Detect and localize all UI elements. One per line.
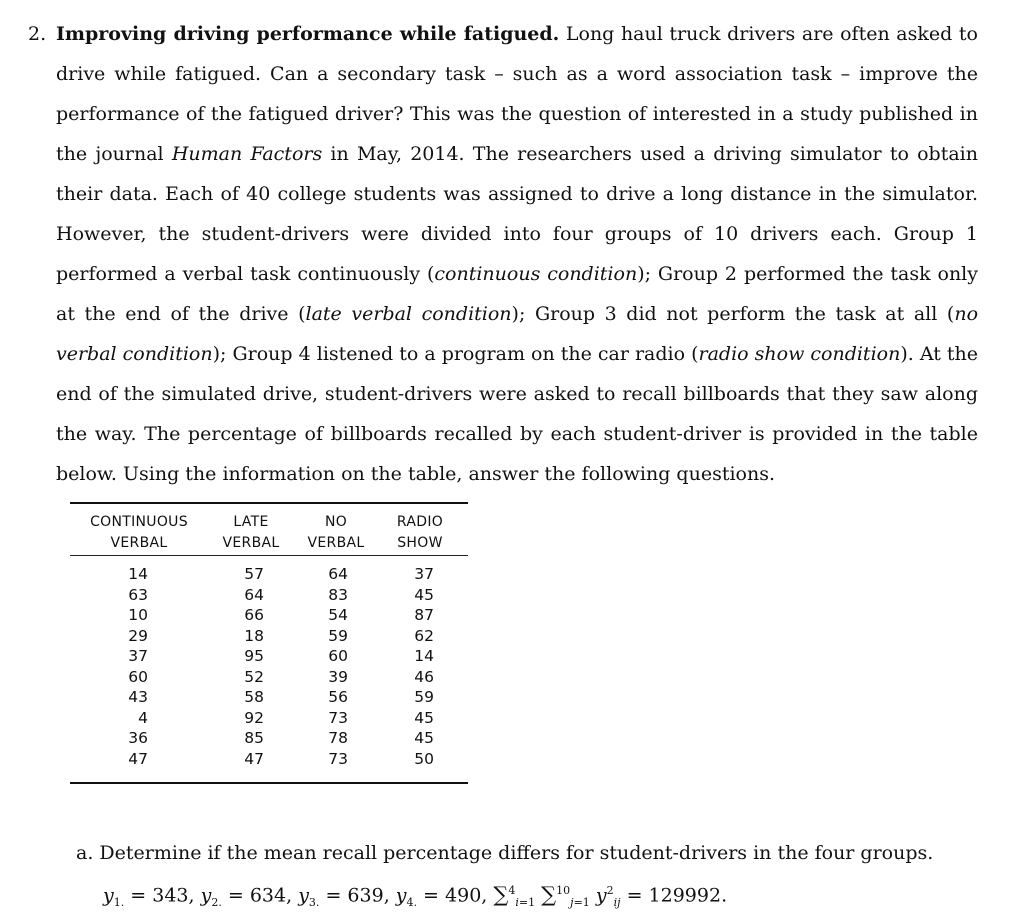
condition-late-verbal: late verbal condition <box>305 303 512 325</box>
table-cell: 18 <box>244 626 264 645</box>
table-cell: 29 <box>128 626 148 645</box>
part-a-question <box>76 838 933 868</box>
column-late-verbal <box>232 564 264 769</box>
table-cell: 57 <box>244 565 264 583</box>
table-cell: 37 <box>414 565 434 583</box>
table-header-rule <box>70 555 468 556</box>
total-subscript: 2. <box>211 896 222 910</box>
problem-text-segment: Long haul truck drivers are often asked to drive while fatigued. Can a secondary task – such as a word association task – improve the performance of the fatigued driver? This was the question of interested in a study published in the journal <box>56 23 978 165</box>
table-cell: 36 <box>128 729 148 747</box>
table-bottom-rule <box>70 782 468 784</box>
table-cell: 37 <box>128 647 148 665</box>
recall-table <box>70 502 468 784</box>
given-totals: $y_{1.} = 343$, $y_{2.} = 634$, $y_{3.} = 639$, $y_{4.} = 490$, ∑$^4_{i=1}$ ∑$^{10}_{j=1}$ $y^2_{ij} = 129992$. <box>103 882 728 910</box>
table-cell: 47 <box>128 749 148 768</box>
total-value: 639 <box>347 884 384 907</box>
table-cell: 73 <box>328 749 348 768</box>
header-line: RADIO <box>396 514 444 530</box>
table-cell: 60 <box>128 667 148 686</box>
table-cell: 14 <box>128 565 148 583</box>
table-cell: 60 <box>328 647 348 665</box>
column-continuous-verbal <box>116 564 148 769</box>
total-value: 490 <box>445 884 482 907</box>
table-cell: 10 <box>128 606 148 624</box>
table-cell: 56 <box>328 688 348 706</box>
table-cell: 59 <box>414 688 434 706</box>
header-line: VERBAL <box>307 535 365 551</box>
table-cell: 85 <box>244 729 264 747</box>
total-subscript: 4. <box>406 896 418 910</box>
header-line: CONTINUOUS <box>90 514 188 530</box>
problem-text-segment: ). At the end of the simulated drive, student-drivers were asked to recall billboards that they saw along the way. The percentage of billboards recalled by each student-driver is provided in the table below. Using the information on the table, answer the following questions. <box>56 343 978 485</box>
table-cell: 59 <box>328 626 348 645</box>
problem-number: 2. <box>28 23 47 45</box>
table-top-rule <box>70 502 468 504</box>
table-cell: 73 <box>328 708 348 727</box>
table-cell: 43 <box>128 688 148 706</box>
total-value: 343 <box>152 884 189 907</box>
table-cell: 46 <box>414 667 434 686</box>
total-subscript: 1. <box>113 896 125 910</box>
header-continuous-verbal <box>74 512 204 554</box>
problem-2 <box>28 14 978 494</box>
column-no-verbal <box>316 564 348 769</box>
header-line: LATE <box>233 514 269 530</box>
problem-text-segment: ); Group 4 listened to a program on the car radio ( <box>212 343 699 365</box>
table-cell: 62 <box>414 626 434 645</box>
problem-text-segment: ); Group 2 performed the task only at the end of the drive ( <box>56 263 978 325</box>
table-cell: 47 <box>244 749 264 768</box>
table-cell: 45 <box>414 585 434 604</box>
problem-text-segment: in May, 2014. The researchers used a driving simulator to obtain their data. Each of 40 college students was assigned to drive a long distance in the simulator. However, the student-drivers were divided into four groups of 10 drivers each. Group 1 performed a verbal task continuously ( <box>56 143 978 285</box>
header-line: NO <box>324 514 348 530</box>
table-cell: 95 <box>244 647 264 665</box>
table-cell: 39 <box>328 667 348 686</box>
table-cell: 58 <box>244 688 264 706</box>
header-late-verbal <box>212 512 290 554</box>
problem-title: Improving driving performance while fatigued. <box>56 23 560 45</box>
journal-name: Human Factors <box>171 143 323 165</box>
header-no-verbal <box>300 512 372 554</box>
table-cell: 66 <box>244 606 264 624</box>
header-radio-show <box>386 512 454 554</box>
table-cell: 52 <box>244 667 264 686</box>
condition-no-verbal: no verbal condition <box>56 303 979 365</box>
table-cell: 63 <box>128 585 148 604</box>
header-line: VERBAL <box>110 535 168 551</box>
problem-text <box>56 14 978 494</box>
header-line: VERBAL <box>222 535 280 551</box>
table-cell: 45 <box>414 708 434 727</box>
total-value: 634 <box>249 884 287 907</box>
condition-continuous: continuous condition <box>434 263 638 285</box>
table-cell: 83 <box>328 585 348 604</box>
table-cell: 78 <box>328 729 348 747</box>
header-line: SHOW <box>397 535 443 551</box>
table-cell: 92 <box>244 708 264 727</box>
table-cell: 45 <box>414 729 434 747</box>
column-radio-show <box>402 564 434 769</box>
problem-text-segment: ); Group 3 did not perform the task at all ( <box>511 303 955 325</box>
table-cell: 50 <box>414 749 434 768</box>
total-subscript: 3. <box>308 896 320 910</box>
table-cell: 87 <box>414 606 434 624</box>
part-a-text: Determine if the mean recall percentage differs for student-drivers in the four groups. <box>99 842 934 864</box>
table-cell: 64 <box>244 585 264 604</box>
condition-radio-show: radio show condition <box>698 343 901 365</box>
sum-of-squares-value: 129992 <box>648 884 722 907</box>
part-a-label: a. <box>76 842 94 864</box>
table-cell: 14 <box>414 647 434 665</box>
table-cell: 4 <box>138 708 148 727</box>
table-cell: 64 <box>328 565 348 583</box>
table-cell: 54 <box>328 606 348 624</box>
